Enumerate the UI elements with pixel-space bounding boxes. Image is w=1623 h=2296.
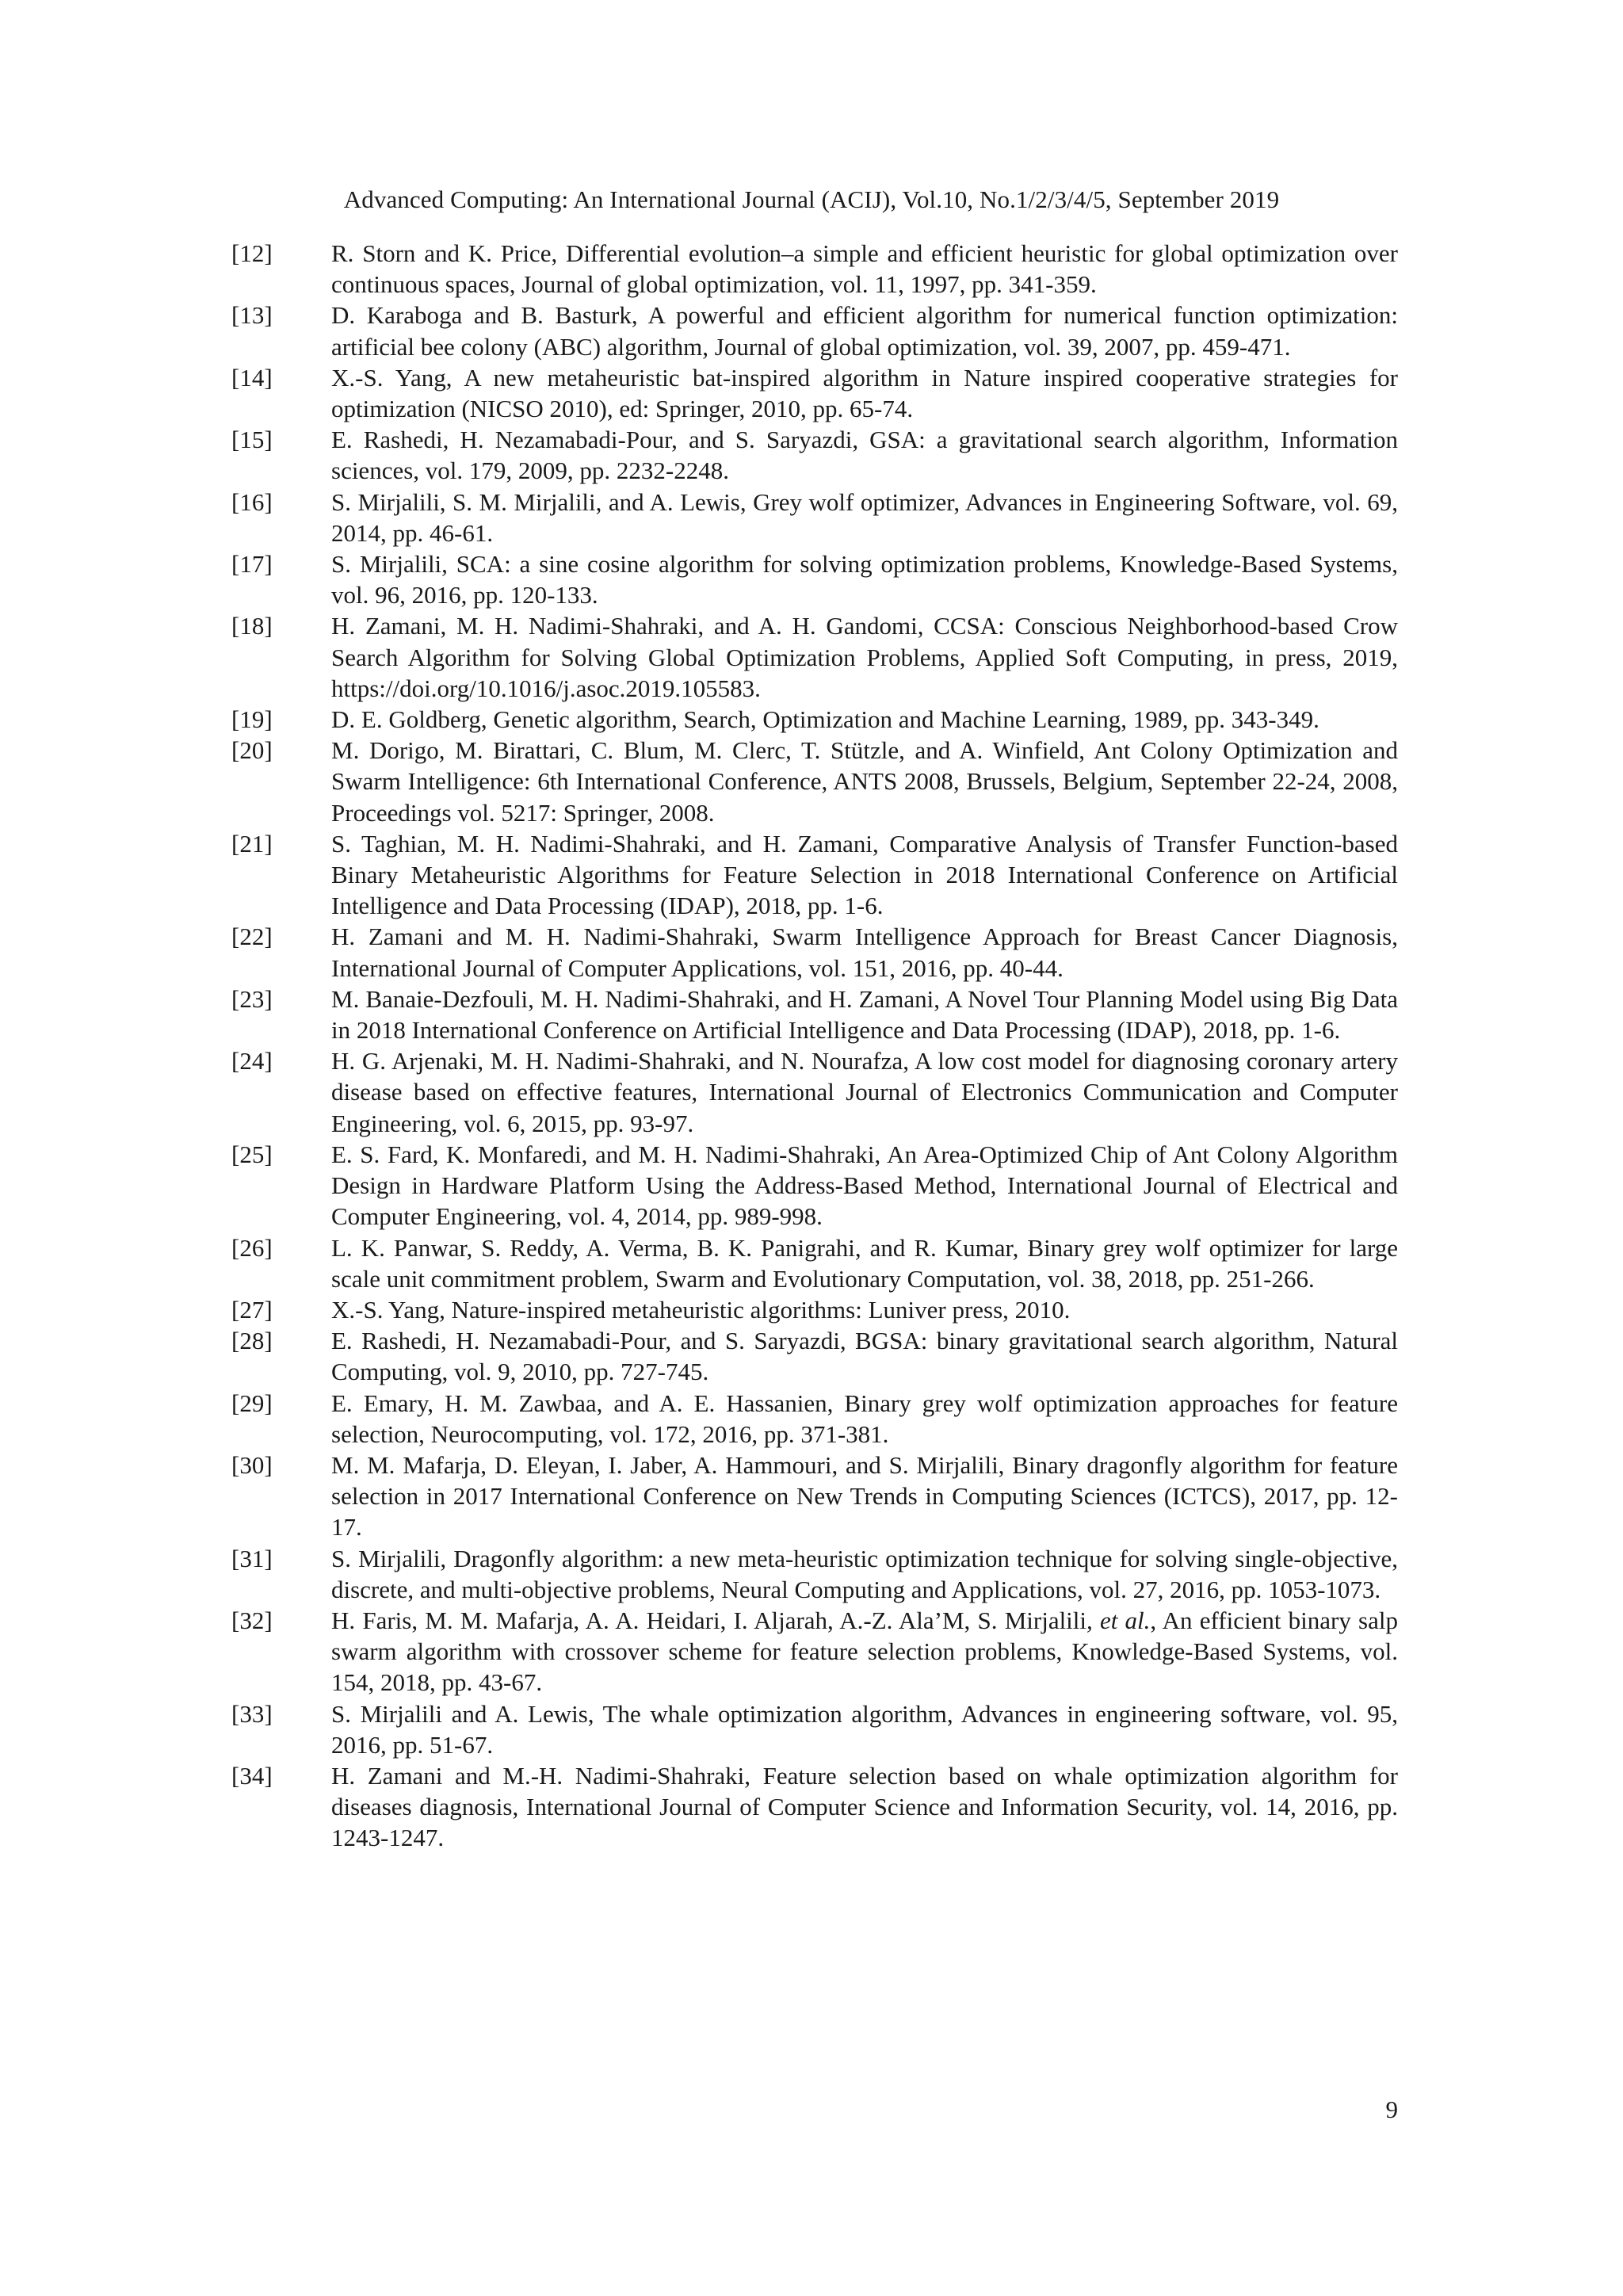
reference-number: [21] [231,829,273,858]
reference-number: [25] [231,1140,273,1168]
reference-number: [32] [231,1606,273,1634]
reference-text: E. Rashedi, H. Nezamabadi-Pour, and S. Saryazdi, BGSA: binary gravitational search algorithm, Natural Computing, vol. 9, 2010, pp. 727-745. [331,1327,1398,1386]
reference-item [231,921,1398,983]
reference-number: [23] [231,984,273,1013]
reference-text: H. Zamani, M. H. Nadimi-Shahraki, and A. H. Gandomi, CCSA: Conscious Neighborhood-based Crow Search Algorithm for Solving Global Optimization Problems, Applied Soft Computing, in press, 2019, https://doi.org/10.1016/j.asoc.2019.105583. [331,612,1398,702]
reference-item [231,1605,1398,1698]
reference-text: H. Zamani and M.-H. Nadimi-Shahraki, Feature selection based on whale optimization algorithm for diseases diagnosis, International Journal of Computer Science and Information Security, vol. 14, 2016, pp. 1243-1247. [331,1761,1398,1852]
reference-number: [28] [231,1327,273,1355]
reference-item [231,1232,1398,1294]
reference-item [231,300,1398,361]
reference-item [231,1388,1398,1450]
reference-number: [17] [231,550,273,579]
reference-text: S. Mirjalili, S. M. Mirjalili, and A. Lewis, Grey wolf optimizer, Advances in Engineering Software, vol. 69, 2014, pp. 46-61. [331,487,1398,547]
reference-text: M. M. Mafarja, D. Eleyan, I. Jaber, A. Hammouri, and S. Mirjalili, Binary dragonfly algorithm for feature selection in 2017 International Conference on New Trends in Computing Sciences (ICTCS), 2017, pp. 12-17. [331,1450,1398,1541]
reference-text: S. Mirjalili, SCA: a sine cosine algorithm for solving optimization problems, Knowledge-Based Systems, vol. 96, 2016, pp. 120-133. [331,550,1398,609]
reference-number: [24] [231,1047,273,1075]
reference-item [231,1294,1398,1325]
reference-number: [26] [231,1233,273,1262]
reference-item [231,1450,1398,1543]
reference-text: H. G. Arjenaki, M. H. Nadimi-Shahraki, and N. Nourafza, A low cost model for diagnosing coronary artery disease based on effective features, International Journal of Electronics Communication and Computer Engineering, vol. 6, 2015, pp. 93-97. [331,1047,1398,1137]
reference-number: [30] [231,1450,273,1479]
reference-number: [12] [231,239,273,267]
reference-item [231,487,1398,548]
reference-text: R. Storn and K. Price, Differential evolution–a simple and efficient heuristic for global optimization over continuous spaces, Journal of global optimization, vol. 11, 1997, pp. 341-359. [331,239,1398,299]
reference-text-part: H. Faris, M. M. Mafarja, A. A. Heidari, I. Aljarah, A.-Z. Ala’M, S. Mirjalili [331,1606,1087,1634]
reference-number: [16] [231,487,273,516]
reference-text: X.-S. Yang, Nature-inspired metaheuristic algorithms: Luniver press, 2010. [331,1295,1071,1324]
reference-text: S. Mirjalili, Dragonfly algorithm: a new meta-heuristic optimization technique for solving single-objective, discrete, and multi-objective problems, Neural Computing and Applications, vol. 27, 2016, pp. 1053-1073. [331,1544,1398,1603]
reference-item [231,1760,1398,1854]
reference-item [231,1325,1398,1387]
reference-text: D. E. Goldberg, Genetic algorithm, Search, Optimization and Machine Learning, 1989, pp. 343-349. [331,705,1319,734]
reference-text: E. Emary, H. M. Zawbaa, and A. E. Hassanien, Binary grey wolf optimization approaches for feature selection, Neurocomputing, vol. 172, 2016, pp. 371-381. [331,1389,1398,1448]
reference-item [231,735,1398,828]
reference-item [231,238,1398,300]
reference-number: [13] [231,301,273,330]
running-header: Advanced Computing: An International Journal (ACIJ), Vol.10, No.1/2/3/4/5, September 2019 [343,185,1280,213]
reference-item [231,828,1398,922]
reference-text: S. Taghian, M. H. Nadimi-Shahraki, and H. Zamani, Comparative Analysis of Transfer Function-based Binary Metaheuristic Algorithms for Feature Selection in 2018 International Conference on Artificial Intelligence and Data Processing (IDAP), 2018, pp. 1-6. [331,829,1398,920]
reference-number: [20] [231,736,273,765]
reference-item [231,548,1398,610]
reference-number: [15] [231,426,273,454]
reference-text: M. Dorigo, M. Birattari, C. Blum, M. Clerc, T. Stützle, and A. Winfield, Ant Colony Optimization and Swarm Intelligence: 6th International Conference, ANTS 2008, Brussels, Belgium, September 22-24, 2008, Proceedings vol. 5217: Springer, 2008. [331,736,1398,827]
reference-item [231,610,1398,704]
reference-text: M. Banaie-Dezfouli, M. H. Nadimi-Shahraki, and H. Zamani, A Novel Tour Planning Model using Big Data in 2018 International Conference on Artificial Intelligence and Data Processing (IDAP), 2018, pp. 1-6. [331,984,1398,1045]
reference-number: [31] [231,1544,273,1572]
reference-number: [27] [231,1295,273,1324]
reference-number: [18] [231,612,273,640]
reference-item [231,362,1398,424]
reference-text: H. Zamani and M. H. Nadimi-Shahraki, Swarm Intelligence Approach for Breast Cancer Diagnosis, International Journal of Computer Applications, vol. 151, 2016, pp. 40-44. [331,923,1398,982]
reference-number: [33] [231,1699,273,1728]
reference-item [231,1698,1398,1760]
reference-text: X.-S. Yang, A new metaheuristic bat-inspired algorithm in Nature inspired cooperative strategies for optimization (NICSO 2010), ed: Springer, 2010, pp. 65-74. [331,363,1398,423]
reference-number: [34] [231,1761,273,1790]
reference-text [331,1605,1398,1698]
reference-item [231,424,1398,486]
reference-text: E. Rashedi, H. Nezamabadi-Pour, and S. Saryazdi, GSA: a gravitational search algorithm, Information sciences, vol. 179, 2009, pp. 2232-2248. [331,426,1398,485]
reference-item [231,1139,1398,1232]
reference-text: E. S. Fard, K. Monfaredi, and M. H. Nadimi-Shahraki, An Area-Optimized Chip of Ant Colony Algorithm Design in Hardware Platform Using the Address-Based Method, International Journal of Electrical and Computer Engineering, vol. 4, 2014, pp. 989-998. [331,1140,1398,1231]
reference-number: [29] [231,1389,273,1417]
page-number: 9 [1385,2095,1398,2123]
reference-list [231,238,1398,1854]
reference-item [231,704,1398,735]
reference-item [231,1543,1398,1605]
reference-text: S. Mirjalili and A. Lewis, The whale optimization algorithm, Advances in engineering software, vol. 95, 2016, pp. 51-67. [331,1699,1398,1759]
reference-text: L. K. Panwar, S. Reddy, A. Verma, B. K. Panigrahi, and R. Kumar, Binary grey wolf optimizer for large scale unit commitment problem, Swarm and Evolutionary Computation, vol. 38, 2018, pp. 251-266. [331,1233,1398,1293]
reference-text-italic: , et al. [1086,1606,1151,1634]
reference-text-part: , An efficient binary salp swarm algorithm with crossover scheme for feature selection problems, Knowledge-Based Systems, vol. 154, 2018, pp. 43-67. [331,1606,1398,1697]
reference-number: [14] [231,363,273,392]
reference-text: D. Karaboga and B. Basturk, A powerful and efficient algorithm for numerical function optimization: artificial bee colony (ABC) algorithm, Journal of global optimization, vol. 39, 2007, pp. 459-471. [331,301,1398,361]
reference-number: [22] [231,923,273,951]
reference-item [231,984,1398,1045]
reference-number: [19] [231,705,273,734]
reference-item [231,1045,1398,1139]
